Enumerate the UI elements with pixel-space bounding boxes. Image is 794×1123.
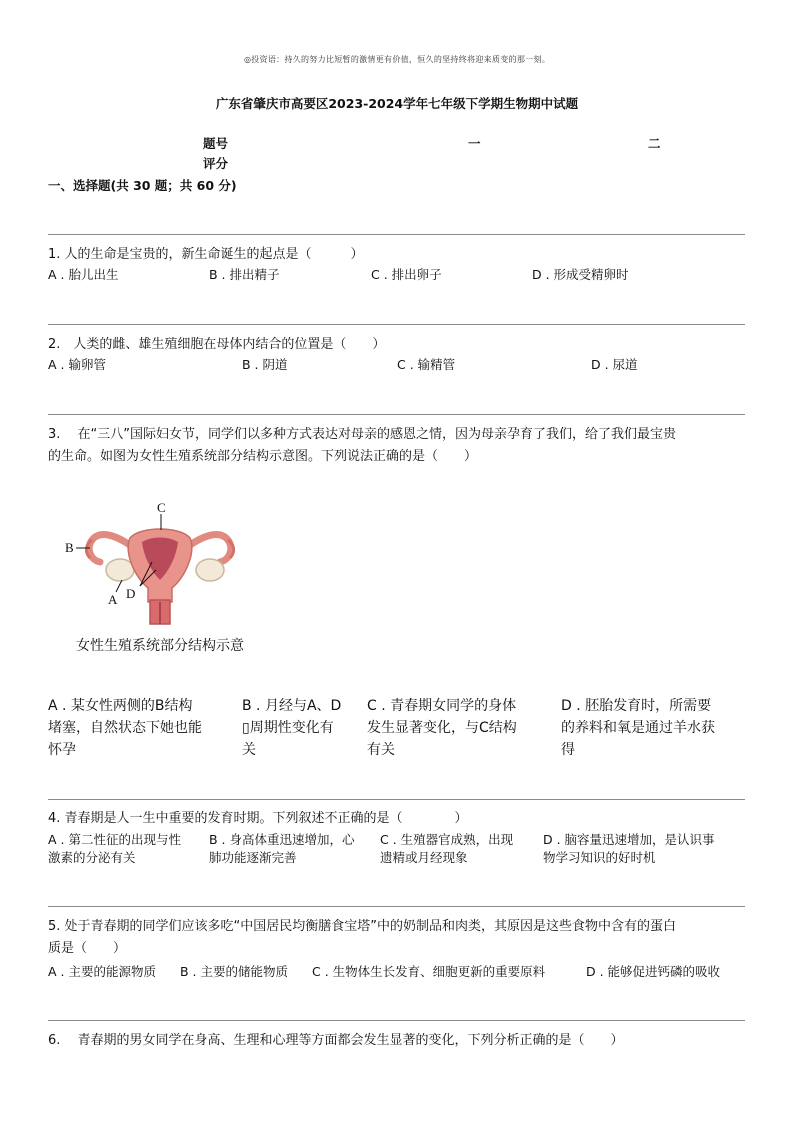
- question-divider: [48, 414, 745, 415]
- female-reproductive-system-figure: [60, 500, 260, 625]
- question-4-option-d: D . 脑容量迅速增加，是认识事 物学习知识的好时机: [543, 832, 715, 865]
- question-divider: [48, 1020, 745, 1021]
- question-4-option-c: C . 生殖器官成熟，出现 遗精或月经现象: [380, 832, 514, 865]
- question-3-stem-line1: 3. 在“三八”国际妇女节，同学们以多种方式表达对母亲的感恩之情，因为母亲孕育了我们，给了我们最宝贵: [48, 427, 677, 442]
- figure-label-a: A: [108, 592, 118, 607]
- score-column-2: 二: [648, 136, 661, 151]
- question-2-option-d: D . 尿道: [591, 357, 638, 372]
- figure-label-b: B: [65, 540, 74, 555]
- question-3-option-a: A . 某女性两侧的B结构 堵塞，自然状态下她也能 怀孕: [48, 698, 202, 758]
- section-heading: 一、选择题(共 30 题；共 60 分): [48, 178, 237, 193]
- question-4-option-a: A . 第二性征的出现与性 激素的分泌有关: [48, 832, 181, 865]
- question-divider: [48, 234, 745, 235]
- question-divider: [48, 799, 745, 800]
- motto-line: ◎投资语：持久的努力比短暂的激情更有价值，恒久的坚持终将迎来质变的那一刻。: [243, 55, 551, 64]
- question-1-option-c: C . 排出卵子: [371, 267, 442, 282]
- question-5-stem-line1: 5. 处于青春期的同学们应该多吃“中国居民均衡膳食宝塔”中的奶制品和肉类，其原因是这些食物中含有的蛋白: [48, 919, 677, 934]
- question-2-option-b: B . 阴道: [242, 357, 288, 372]
- question-5-option-d: D . 能够促进钙磷的吸收: [586, 964, 721, 979]
- question-1-stem: 1. 人的生命是宝贵的，新生命诞生的起点是（ ）: [48, 247, 364, 262]
- question-4-stem: 4. 青春期是人一生中重要的发育时期。下列叙述不正确的是（ ）: [48, 811, 468, 826]
- question-5-option-c: C . 生物体生长发育、细胞更新的重要原料: [312, 964, 546, 979]
- question-6-stem: 6. 青春期的男女同学在身高、生理和心理等方面都会发生显著的变化，下列分析正确的是（ ）: [48, 1033, 624, 1048]
- question-1-option-d: D . 形成受精卵时: [532, 267, 629, 282]
- question-2-option-c: C . 输精管: [397, 357, 456, 372]
- score-row-label-number: 题号: [203, 136, 229, 151]
- question-3-option-c: C . 青春期女同学的身体 发生显著变化，与C结构 有关: [367, 698, 517, 758]
- question-divider: [48, 906, 745, 907]
- score-row-label-score: 评分: [203, 156, 229, 171]
- question-5-option-b: B . 主要的储能物质: [180, 964, 288, 979]
- exam-title: 广东省肇庆市高要区2023-2024学年七年级下学期生物期中试题: [215, 96, 579, 111]
- question-3-option-b: B . 月经与A、D ▯周期性变化有 关: [242, 698, 342, 758]
- question-4-option-b: B . 身高体重迅速增加，心 肺功能逐渐完善: [209, 832, 355, 865]
- question-2-stem: 2. 人类的雌、雄生殖细胞在母体内结合的位置是（ ）: [48, 337, 386, 352]
- figure-label-d: D: [126, 586, 136, 601]
- question-divider: [48, 324, 745, 325]
- question-1-option-a: A . 胎儿出生: [48, 267, 119, 282]
- question-1-option-b: B . 排出精子: [209, 267, 280, 282]
- question-5-option-a: A . 主要的能源物质: [48, 964, 156, 979]
- question-3-option-d: D . 胚胎发育时，所需要 的养料和氧是通过羊水获 得: [561, 698, 715, 758]
- figure-caption: 女性生殖系统部分结构示意: [76, 638, 244, 654]
- question-3-stem-line2: 的生命。如图为女性生殖系统部分结构示意图。下列说法正确的是（ ）: [48, 449, 478, 464]
- score-column-1: 一: [468, 136, 481, 151]
- figure-label-c: C: [157, 500, 166, 515]
- question-5-stem-line2: 质是（ ）: [48, 941, 127, 956]
- question-2-option-a: A . 输卵管: [48, 357, 106, 372]
